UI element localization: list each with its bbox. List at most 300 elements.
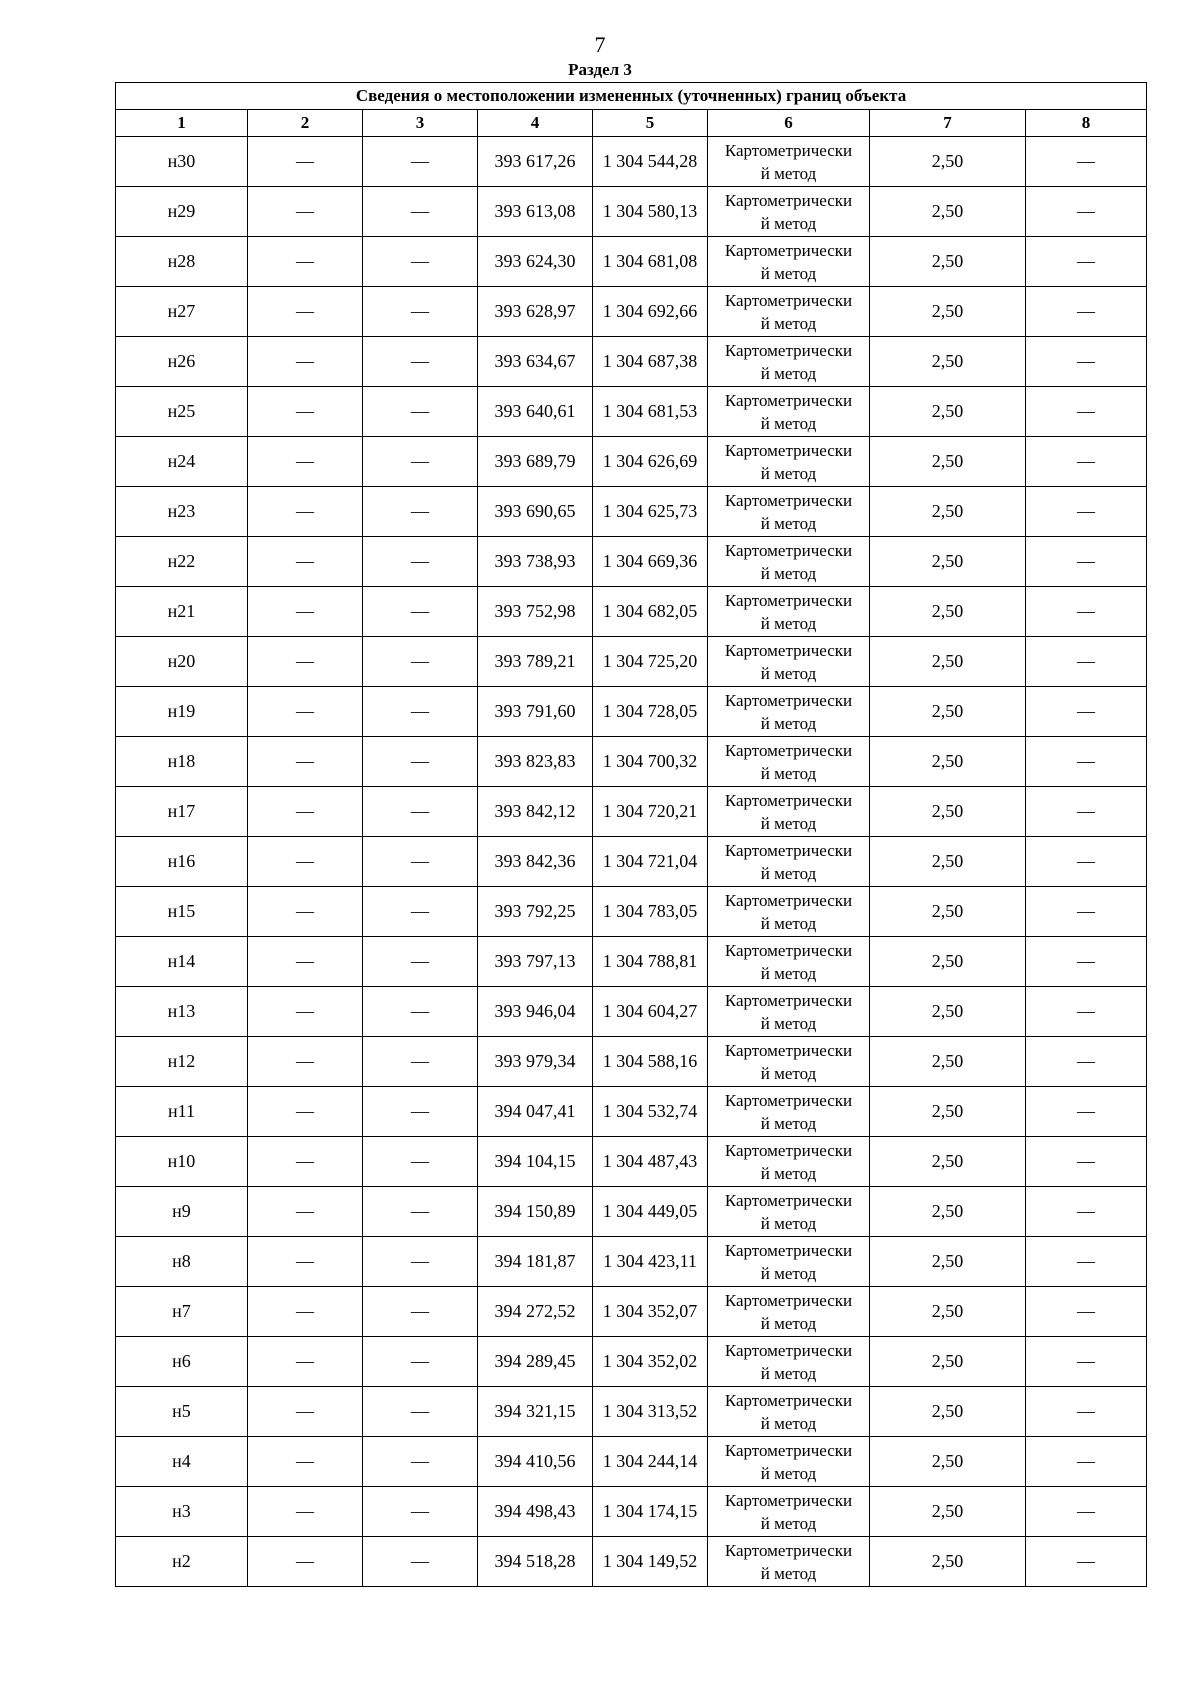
column-3-cell: — <box>363 587 478 637</box>
table-row <box>116 437 1147 487</box>
column-3-cell: — <box>363 837 478 887</box>
point-name-cell: н2 <box>116 1537 248 1587</box>
y-coordinate-cell: 1 304 700,32 <box>593 737 708 787</box>
method-cell <box>708 987 870 1037</box>
method-line-2: й метод <box>760 1213 817 1233</box>
column-2-cell: — <box>248 1387 363 1437</box>
table-row <box>116 887 1147 937</box>
point-name-cell: н16 <box>116 837 248 887</box>
x-coordinate-cell: 393 738,93 <box>478 537 593 587</box>
column-2-cell: — <box>248 637 363 687</box>
table-row <box>116 637 1147 687</box>
x-coordinate-cell: 393 624,30 <box>478 237 593 287</box>
x-coordinate-cell: 393 628,97 <box>478 287 593 337</box>
x-coordinate-cell: 393 842,12 <box>478 787 593 837</box>
table-row <box>116 137 1147 187</box>
method-cell <box>708 787 870 837</box>
method-line-2: й метод <box>760 413 817 433</box>
point-name-cell: н25 <box>116 387 248 437</box>
x-coordinate-cell: 393 791,60 <box>478 687 593 737</box>
table-row <box>116 1487 1147 1537</box>
column-3-cell: — <box>363 1387 478 1437</box>
method-line-2: й метод <box>760 663 817 683</box>
y-coordinate-cell: 1 304 687,38 <box>593 337 708 387</box>
y-coordinate-cell: 1 304 449,05 <box>593 1187 708 1237</box>
column-2-cell: — <box>248 1137 363 1187</box>
point-name-cell: н28 <box>116 237 248 287</box>
method-line-2: й метод <box>760 1563 817 1583</box>
accuracy-cell: 2,50 <box>870 1237 1026 1287</box>
column-3-cell: — <box>363 937 478 987</box>
table-row <box>116 287 1147 337</box>
column-3-cell: — <box>363 1487 478 1537</box>
point-name-cell: н11 <box>116 1087 248 1137</box>
column-8-cell: — <box>1026 1387 1147 1437</box>
method-line-1: Картометрически <box>724 1440 853 1460</box>
table-row <box>116 737 1147 787</box>
accuracy-cell: 2,50 <box>870 1487 1026 1537</box>
method-cell <box>708 637 870 687</box>
method-line-2: й метод <box>760 513 817 533</box>
point-name-cell: н10 <box>116 1137 248 1187</box>
column-2-cell: — <box>248 987 363 1037</box>
x-coordinate-cell: 394 047,41 <box>478 1087 593 1137</box>
boundary-coordinates-table <box>115 82 1147 1587</box>
column-3-cell: — <box>363 1087 478 1137</box>
y-coordinate-cell: 1 304 720,21 <box>593 787 708 837</box>
method-line-2: й метод <box>760 563 817 583</box>
point-name-cell: н30 <box>116 137 248 187</box>
method-cell <box>708 537 870 587</box>
column-2-cell: — <box>248 737 363 787</box>
point-name-cell: н3 <box>116 1487 248 1537</box>
column-8-cell: — <box>1026 537 1147 587</box>
column-2-cell: — <box>248 1037 363 1087</box>
method-line-1: Картометрически <box>724 1490 853 1510</box>
method-line-2: й метод <box>760 263 817 283</box>
table-row <box>116 337 1147 387</box>
point-name-cell: н20 <box>116 637 248 687</box>
column-number-7: 7 <box>870 110 1026 137</box>
column-8-cell: — <box>1026 987 1147 1037</box>
x-coordinate-cell: 394 150,89 <box>478 1187 593 1237</box>
column-2-cell: — <box>248 1487 363 1537</box>
method-cell <box>708 1087 870 1137</box>
point-name-cell: н26 <box>116 337 248 387</box>
method-line-1: Картометрически <box>724 190 853 210</box>
column-3-cell: — <box>363 237 478 287</box>
section-title: Раздел 3 <box>568 60 632 79</box>
y-coordinate-cell: 1 304 313,52 <box>593 1387 708 1437</box>
column-2-cell: — <box>248 787 363 837</box>
method-line-1: Картометрически <box>724 690 853 710</box>
page-number: 7 <box>594 32 606 57</box>
column-2-cell: — <box>248 537 363 587</box>
method-line-1: Картометрически <box>724 1290 853 1310</box>
method-line-2: й метод <box>760 1013 817 1033</box>
method-cell <box>708 137 870 187</box>
column-number-4: 4 <box>478 110 593 137</box>
method-line-1: Картометрически <box>724 290 853 310</box>
column-2-cell: — <box>248 187 363 237</box>
column-8-cell: — <box>1026 337 1147 387</box>
y-coordinate-cell: 1 304 682,05 <box>593 587 708 637</box>
column-3-cell: — <box>363 437 478 487</box>
method-line-1: Картометрически <box>724 490 853 510</box>
column-8-cell: — <box>1026 1287 1147 1337</box>
method-cell <box>708 337 870 387</box>
column-number-1: 1 <box>116 110 248 137</box>
table-row <box>116 1287 1147 1337</box>
method-line-2: й метод <box>760 1163 817 1183</box>
column-8-cell: — <box>1026 137 1147 187</box>
method-line-1: Картометрически <box>724 1540 853 1560</box>
method-line-1: Картометрически <box>724 1140 853 1160</box>
method-line-1: Картометрически <box>724 990 853 1010</box>
point-name-cell: н4 <box>116 1437 248 1487</box>
column-2-cell: — <box>248 387 363 437</box>
column-3-cell: — <box>363 737 478 787</box>
method-line-1: Картометрически <box>724 1240 853 1260</box>
column-8-cell: — <box>1026 187 1147 237</box>
x-coordinate-cell: 393 613,08 <box>478 187 593 237</box>
accuracy-cell: 2,50 <box>870 1137 1026 1187</box>
table-row <box>116 1187 1147 1237</box>
method-line-2: й метод <box>760 813 817 833</box>
column-3-cell: — <box>363 1237 478 1287</box>
column-number-2: 2 <box>248 110 363 137</box>
table-row <box>116 1237 1147 1287</box>
x-coordinate-cell: 394 321,15 <box>478 1387 593 1437</box>
x-coordinate-cell: 393 797,13 <box>478 937 593 987</box>
x-coordinate-cell: 393 689,79 <box>478 437 593 487</box>
x-coordinate-cell: 394 410,56 <box>478 1437 593 1487</box>
x-coordinate-cell: 393 792,25 <box>478 887 593 937</box>
method-cell <box>708 1387 870 1437</box>
x-coordinate-cell: 393 946,04 <box>478 987 593 1037</box>
table-row <box>116 1087 1147 1137</box>
x-coordinate-cell: 393 690,65 <box>478 487 593 537</box>
table-row <box>116 1387 1147 1437</box>
column-3-cell: — <box>363 1137 478 1187</box>
accuracy-cell: 2,50 <box>870 1437 1026 1487</box>
x-coordinate-cell: 393 823,83 <box>478 737 593 787</box>
method-line-2: й метод <box>760 713 817 733</box>
column-3-cell: — <box>363 1037 478 1087</box>
y-coordinate-cell: 1 304 352,02 <box>593 1337 708 1387</box>
accuracy-cell: 2,50 <box>870 187 1026 237</box>
accuracy-cell: 2,50 <box>870 437 1026 487</box>
y-coordinate-cell: 1 304 725,20 <box>593 637 708 687</box>
point-name-cell: н9 <box>116 1187 248 1237</box>
method-cell <box>708 1337 870 1387</box>
accuracy-cell: 2,50 <box>870 237 1026 287</box>
y-coordinate-cell: 1 304 721,04 <box>593 837 708 887</box>
column-3-cell: — <box>363 1337 478 1387</box>
column-3-cell: — <box>363 1437 478 1487</box>
column-3-cell: — <box>363 987 478 1037</box>
accuracy-cell: 2,50 <box>870 1337 1026 1387</box>
x-coordinate-cell: 393 979,34 <box>478 1037 593 1087</box>
column-8-cell: — <box>1026 937 1147 987</box>
y-coordinate-cell: 1 304 625,73 <box>593 487 708 537</box>
method-cell <box>708 237 870 287</box>
column-2-cell: — <box>248 137 363 187</box>
column-3-cell: — <box>363 787 478 837</box>
table-body <box>116 137 1147 1587</box>
x-coordinate-cell: 394 289,45 <box>478 1337 593 1387</box>
column-2-cell: — <box>248 1187 363 1237</box>
table-row <box>116 1437 1147 1487</box>
column-8-cell: — <box>1026 587 1147 637</box>
table-title: Сведения о местоположении измененных (уточненных) границ объекта <box>116 83 1147 110</box>
y-coordinate-cell: 1 304 244,14 <box>593 1437 708 1487</box>
method-line-2: й метод <box>760 763 817 783</box>
accuracy-cell: 2,50 <box>870 887 1026 937</box>
method-cell <box>708 387 870 437</box>
column-number-8: 8 <box>1026 110 1147 137</box>
x-coordinate-cell: 393 617,26 <box>478 137 593 187</box>
accuracy-cell: 2,50 <box>870 987 1026 1037</box>
column-2-cell: — <box>248 337 363 387</box>
accuracy-cell: 2,50 <box>870 487 1026 537</box>
method-line-1: Картометрически <box>724 540 853 560</box>
column-2-cell: — <box>248 487 363 537</box>
accuracy-cell: 2,50 <box>870 287 1026 337</box>
accuracy-cell: 2,50 <box>870 1537 1026 1587</box>
column-2-cell: — <box>248 1237 363 1287</box>
point-name-cell: н24 <box>116 437 248 487</box>
method-cell <box>708 1287 870 1337</box>
method-line-1: Картометрически <box>724 590 853 610</box>
accuracy-cell: 2,50 <box>870 1387 1026 1437</box>
method-line-2: й метод <box>760 1113 817 1133</box>
point-name-cell: н29 <box>116 187 248 237</box>
table-row <box>116 237 1147 287</box>
x-coordinate-cell: 394 498,43 <box>478 1487 593 1537</box>
column-8-cell: — <box>1026 1187 1147 1237</box>
method-cell <box>708 1037 870 1087</box>
column-8-cell: — <box>1026 1537 1147 1587</box>
point-name-cell: н22 <box>116 537 248 587</box>
x-coordinate-cell: 394 181,87 <box>478 1237 593 1287</box>
column-3-cell: — <box>363 1287 478 1337</box>
method-line-1: Картометрически <box>724 140 853 160</box>
point-name-cell: н6 <box>116 1337 248 1387</box>
column-3-cell: — <box>363 487 478 537</box>
column-number-row <box>116 110 1147 137</box>
accuracy-cell: 2,50 <box>870 937 1026 987</box>
column-8-cell: — <box>1026 787 1147 837</box>
method-line-1: Картометрически <box>724 1340 853 1360</box>
accuracy-cell: 2,50 <box>870 637 1026 687</box>
x-coordinate-cell: 394 272,52 <box>478 1287 593 1337</box>
method-cell <box>708 937 870 987</box>
column-8-cell: — <box>1026 1237 1147 1287</box>
y-coordinate-cell: 1 304 681,53 <box>593 387 708 437</box>
column-2-cell: — <box>248 1537 363 1587</box>
method-line-2: й метод <box>760 1463 817 1483</box>
method-cell <box>708 837 870 887</box>
method-line-1: Картометрически <box>724 890 853 910</box>
method-line-2: й метод <box>760 1063 817 1083</box>
column-3-cell: — <box>363 1187 478 1237</box>
y-coordinate-cell: 1 304 544,28 <box>593 137 708 187</box>
method-line-1: Картометрически <box>724 740 853 760</box>
accuracy-cell: 2,50 <box>870 587 1026 637</box>
method-line-1: Картометрически <box>724 240 853 260</box>
y-coordinate-cell: 1 304 352,07 <box>593 1287 708 1337</box>
x-coordinate-cell: 394 104,15 <box>478 1137 593 1187</box>
method-cell <box>708 1437 870 1487</box>
method-cell <box>708 187 870 237</box>
y-coordinate-cell: 1 304 692,66 <box>593 287 708 337</box>
column-2-cell: — <box>248 587 363 637</box>
accuracy-cell: 2,50 <box>870 1087 1026 1137</box>
column-2-cell: — <box>248 1437 363 1487</box>
method-line-2: й метод <box>760 313 817 333</box>
method-line-1: Картометрически <box>724 1090 853 1110</box>
column-2-cell: — <box>248 1337 363 1387</box>
column-8-cell: — <box>1026 1137 1147 1187</box>
table-row <box>116 1037 1147 1087</box>
y-coordinate-cell: 1 304 783,05 <box>593 887 708 937</box>
method-line-1: Картометрически <box>724 790 853 810</box>
column-3-cell: — <box>363 637 478 687</box>
column-3-cell: — <box>363 537 478 587</box>
point-name-cell: н7 <box>116 1287 248 1337</box>
method-cell <box>708 737 870 787</box>
table-row <box>116 537 1147 587</box>
accuracy-cell: 2,50 <box>870 687 1026 737</box>
column-3-cell: — <box>363 887 478 937</box>
y-coordinate-cell: 1 304 588,16 <box>593 1037 708 1087</box>
point-name-cell: н17 <box>116 787 248 837</box>
column-number-3: 3 <box>363 110 478 137</box>
column-number-6: 6 <box>708 110 870 137</box>
y-coordinate-cell: 1 304 532,74 <box>593 1087 708 1137</box>
point-name-cell: н27 <box>116 287 248 337</box>
table-row <box>116 787 1147 837</box>
column-8-cell: — <box>1026 1437 1147 1487</box>
column-8-cell: — <box>1026 887 1147 937</box>
method-line-2: й метод <box>760 913 817 933</box>
method-cell <box>708 887 870 937</box>
y-coordinate-cell: 1 304 604,27 <box>593 987 708 1037</box>
column-3-cell: — <box>363 137 478 187</box>
column-2-cell: — <box>248 237 363 287</box>
point-name-cell: н5 <box>116 1387 248 1437</box>
column-8-cell: — <box>1026 287 1147 337</box>
column-2-cell: — <box>248 837 363 887</box>
method-line-2: й метод <box>760 1413 817 1433</box>
method-line-1: Картометрически <box>724 940 853 960</box>
y-coordinate-cell: 1 304 174,15 <box>593 1487 708 1537</box>
column-2-cell: — <box>248 1287 363 1337</box>
method-line-1: Картометрически <box>724 1190 853 1210</box>
column-8-cell: — <box>1026 1487 1147 1537</box>
column-8-cell: — <box>1026 237 1147 287</box>
method-line-1: Картометрически <box>724 1390 853 1410</box>
y-coordinate-cell: 1 304 149,52 <box>593 1537 708 1587</box>
column-3-cell: — <box>363 687 478 737</box>
column-2-cell: — <box>248 437 363 487</box>
x-coordinate-cell: 394 518,28 <box>478 1537 593 1587</box>
table-row <box>116 587 1147 637</box>
x-coordinate-cell: 393 789,21 <box>478 637 593 687</box>
column-8-cell: — <box>1026 487 1147 537</box>
table-row <box>116 187 1147 237</box>
point-name-cell: н13 <box>116 987 248 1037</box>
column-8-cell: — <box>1026 637 1147 687</box>
y-coordinate-cell: 1 304 580,13 <box>593 187 708 237</box>
method-line-2: й метод <box>760 1313 817 1333</box>
column-2-cell: — <box>248 687 363 737</box>
x-coordinate-cell: 393 640,61 <box>478 387 593 437</box>
method-cell <box>708 1537 870 1587</box>
table-row <box>116 387 1147 437</box>
column-8-cell: — <box>1026 687 1147 737</box>
column-8-cell: — <box>1026 1087 1147 1137</box>
method-line-1: Картометрически <box>724 340 853 360</box>
y-coordinate-cell: 1 304 487,43 <box>593 1137 708 1187</box>
column-8-cell: — <box>1026 437 1147 487</box>
method-cell <box>708 287 870 337</box>
method-line-1: Картометрически <box>724 1040 853 1060</box>
method-cell <box>708 1137 870 1187</box>
y-coordinate-cell: 1 304 681,08 <box>593 237 708 287</box>
table-row <box>116 1337 1147 1387</box>
method-cell <box>708 687 870 737</box>
point-name-cell: н23 <box>116 487 248 537</box>
method-line-2: й метод <box>760 163 817 183</box>
method-line-2: й метод <box>760 1363 817 1383</box>
point-name-cell: н12 <box>116 1037 248 1087</box>
y-coordinate-cell: 1 304 423,11 <box>593 1237 708 1287</box>
column-3-cell: — <box>363 387 478 437</box>
column-8-cell: — <box>1026 1337 1147 1387</box>
method-line-1: Картометрически <box>724 440 853 460</box>
x-coordinate-cell: 393 842,36 <box>478 837 593 887</box>
method-cell <box>708 487 870 537</box>
point-name-cell: н15 <box>116 887 248 937</box>
column-8-cell: — <box>1026 1037 1147 1087</box>
method-line-2: й метод <box>760 613 817 633</box>
x-coordinate-cell: 393 752,98 <box>478 587 593 637</box>
method-line-1: Картометрически <box>724 640 853 660</box>
column-2-cell: — <box>248 287 363 337</box>
method-line-2: й метод <box>760 963 817 983</box>
column-8-cell: — <box>1026 837 1147 887</box>
y-coordinate-cell: 1 304 669,36 <box>593 537 708 587</box>
table-row <box>116 1537 1147 1587</box>
method-line-1: Картометрически <box>724 840 853 860</box>
point-name-cell: н19 <box>116 687 248 737</box>
column-2-cell: — <box>248 1087 363 1137</box>
column-3-cell: — <box>363 1537 478 1587</box>
column-3-cell: — <box>363 187 478 237</box>
method-line-2: й метод <box>760 1263 817 1283</box>
method-cell <box>708 1487 870 1537</box>
method-line-2: й метод <box>760 1513 817 1533</box>
method-line-1: Картометрически <box>724 390 853 410</box>
method-cell <box>708 1237 870 1287</box>
y-coordinate-cell: 1 304 626,69 <box>593 437 708 487</box>
accuracy-cell: 2,50 <box>870 1037 1026 1087</box>
method-line-2: й метод <box>760 463 817 483</box>
accuracy-cell: 2,50 <box>870 837 1026 887</box>
accuracy-cell: 2,50 <box>870 1187 1026 1237</box>
